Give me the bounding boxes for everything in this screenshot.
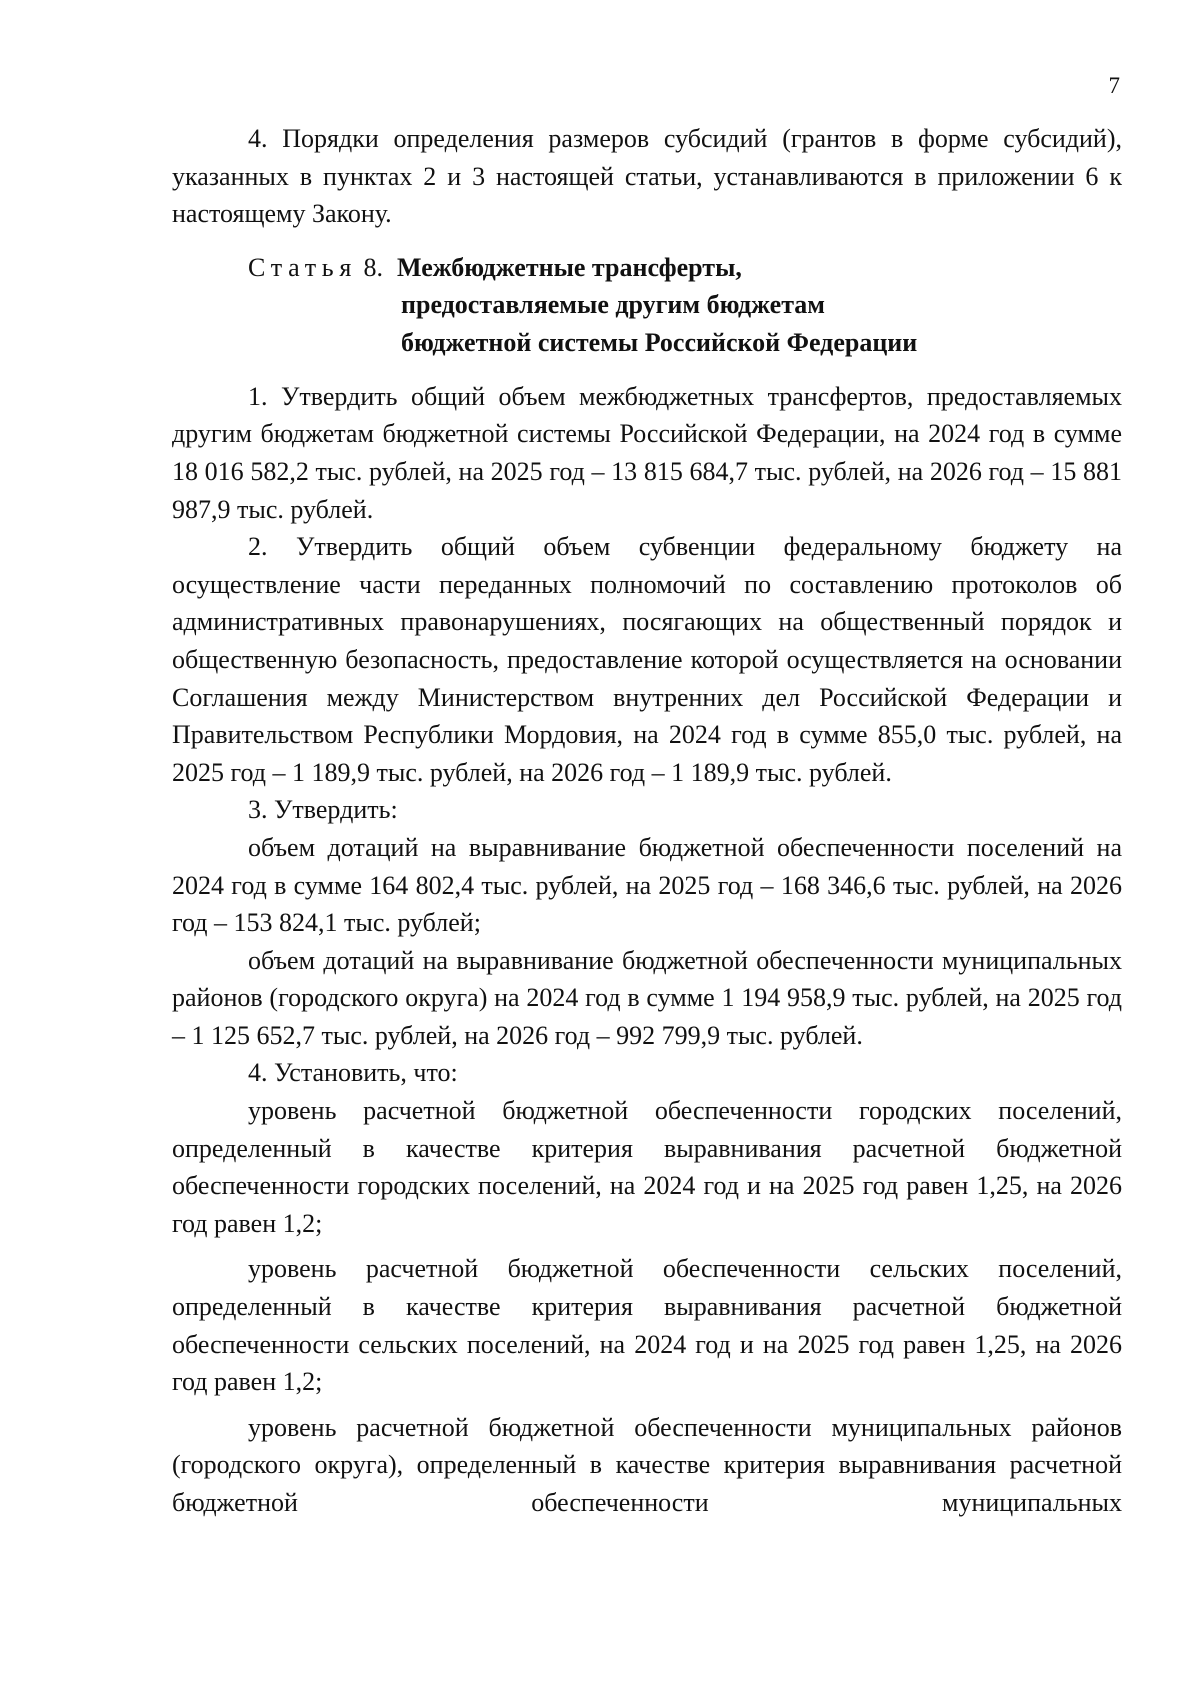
paragraph-district-subsidies: объем дотаций на выравнивание бюджетной обеспеченности муниципальных районов (городского округа) на 2024 год в сумме 1 194 958,9 тыс. рублей, на 2025 год – 1 125 652,7 тыс. рублей, на 2026 год – 992 799,9 тыс. рублей. [172,945,1122,1050]
paragraph-urban-level: уровень расчетной бюджетной обеспеченности городских поселений, определенный в качестве критерия выравнивания расчетной бюджетной обеспеченности городских поселений, на 2024 год и на 2025 год равен 1,25, на 2026 год равен 1,2; [172,1096,1122,1238]
document-body [172,120,1122,1522]
article-title [397,249,918,362]
paragraph-subsidy-procedures: 4. Порядки определения размеров субсидий (грантов в форме субсидий), указанных в пунктах 2 и 3 настоящей статьи, устанавливаются в приложении 6 к настоящему Закону. [172,124,1122,229]
paragraph-settlement-subsidies: объем дотаций на выравнивание бюджетной обеспеченности поселений на 2024 год в сумме 164 802,4 тыс. рублей, на 2025 год – 168 346,6 тыс. рублей, на 2026 год – 153 824,1 тыс. рублей; [172,832,1122,938]
article-number: 8. [363,252,384,282]
article-heading [172,249,1122,362]
paragraph-rural-level: уровень расчетной бюджетной обеспеченности сельских поселений, определенный в качестве критерия выравнивания расчетной бюджетной обеспеченности сельских поселений, на 2024 год и на 2025 год равен 1,25, на 2026 год равен 1,2; [172,1254,1122,1397]
article-label [248,249,383,287]
paragraph-district-level: уровень расчетной бюджетной обеспеченности муниципальных районов (городского округа), определенный в качестве критерия выравнивания расчетной бюджетной обеспеченности муниципальных [172,1412,1122,1517]
article-title-line: предоставляемые другим бюджетам [401,290,826,320]
article-title-line: Межбюджетные трансферты, [397,252,742,282]
paragraph-approve: 3. Утвердить: [248,795,398,825]
paragraph-federal-subvention: 2. Утвердить общий объем субвенции федеральному бюджету на осуществление части переданных полномочий по составлению протоколов об административных правонарушениях, посягающих на общественный порядок и общественную безопасность, предоставление которой осуществляется на основании Соглашения между Министерством внутренних дел Российской Федерации и Правительством Республики Мордовия, на 2024 год в сумме 855,0 тыс. рублей, на 2025 год – 1 189,9 тыс. рублей, на 2026 год – 1 189,9 тыс. рублей. [172,532,1122,787]
paragraph-establish: 4. Установить, что: [248,1058,458,1088]
page-number: 7 [1108,73,1120,98]
article-word: Статья [248,252,358,282]
paragraph-total-transfers: 1. Утвердить общий объем межбюджетных трансфертов, предоставляемых другим бюджетам бюджетной системы Российской Федерации, на 2024 год в сумме 18 016 582,2 тыс. рублей, на 2025 год – 13 815 684,7 тыс. рублей, на 2026 год – 15 881 987,9 тыс. рублей. [172,381,1122,524]
article-title-line: бюджетной системы Российской Федерации [401,327,918,357]
